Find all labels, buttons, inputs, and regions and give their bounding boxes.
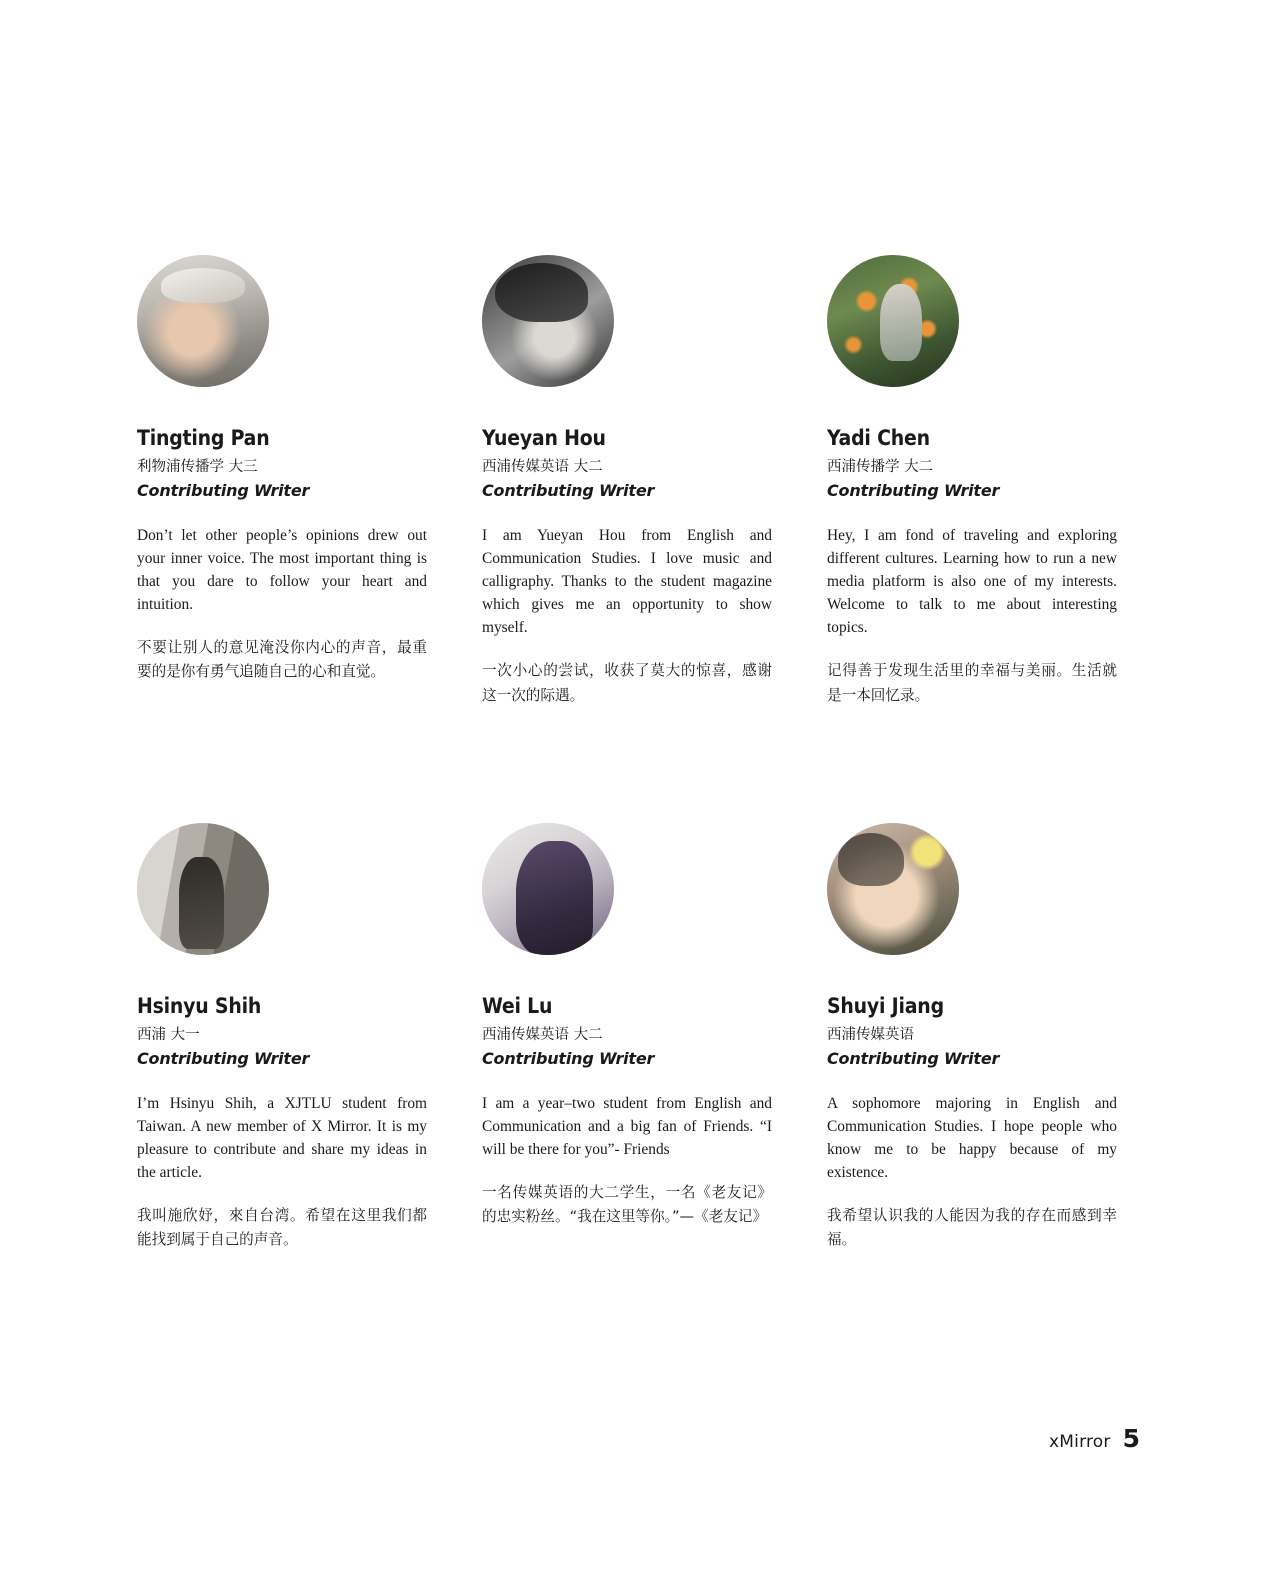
contributor-role: Contributing Writer [137, 1048, 310, 1068]
contributor-role: Contributing Writer [137, 480, 310, 500]
contributor-card [482, 823, 772, 1253]
avatar [482, 255, 614, 387]
avatar-photo [137, 255, 269, 387]
contributor-card [137, 255, 427, 708]
contributor-affiliation: 西浦传媒英语 [827, 1026, 914, 1043]
contributor-grid [137, 255, 1137, 1252]
contributor-affiliation: 西浦传播学 大二 [827, 459, 934, 476]
contributor-bio-cn: 我希望认识我的人能因为我的存在而感到幸福。 [827, 1207, 1117, 1249]
avatar-photo [482, 823, 614, 955]
contributor-bio-en: Don’t let other people’s opinions drew out your inner voice. The most important thing is that you dare to follow your heart and intuition. [137, 526, 427, 614]
column-gap [772, 823, 827, 1253]
contributor-card [827, 255, 1117, 708]
avatar [827, 255, 959, 387]
column-gap [772, 255, 827, 708]
contributor-name: Tingting Pan [137, 426, 270, 450]
avatar-photo [827, 255, 959, 387]
contributor-role: Contributing Writer [482, 480, 655, 500]
contributor-bio-cn: 不要让别人的意见淹没你内心的声音，最重要的是你有勇气追随自己的心和直觉。 [137, 639, 427, 681]
contributor-name: Shuyi Jiang [827, 993, 944, 1018]
column-gap [427, 255, 482, 708]
contributor-affiliation: 西浦传媒英语 大二 [482, 1026, 603, 1043]
contributor-bio-en: A sophomore majoring in English and Communication Studies. I hope people who know me to be happy because of my existence. [827, 1094, 1117, 1181]
avatar [827, 823, 959, 955]
contributor-name: Wei Lu [482, 993, 553, 1018]
contributor-bio-cn: 一次小心的尝试，收获了莫大的惊喜，感谢这一次的际遇。 [482, 662, 772, 704]
avatar [482, 823, 614, 955]
contributor-role: Contributing Writer [827, 480, 1000, 500]
contributor-bio-cn: 记得善于发现生活里的幸福与美丽。生活就是一本回忆录。 [827, 662, 1117, 704]
contributor-name: Yueyan Hou [482, 426, 606, 450]
contributor-card [137, 823, 427, 1253]
avatar-photo [482, 255, 614, 387]
contributor-bio-cn: 一名传媒英语的大二学生，一名《老友记》的忠实粉丝。“我在这里等你。”—《老友记》 [482, 1183, 772, 1225]
avatar [137, 823, 269, 955]
contributor-affiliation: 西浦传媒英语 大二 [482, 459, 603, 476]
row-gap [137, 708, 1117, 823]
contributor-role: Contributing Writer [827, 1048, 1000, 1068]
contributor-affiliation: 西浦 大一 [137, 1026, 200, 1043]
contributor-name: Hsinyu Shih [137, 993, 262, 1018]
column-gap [427, 823, 482, 1253]
contributor-bio-en: I’m Hsinyu Shih, a XJTLU student from Taiwan. A new member of X Mirror. It is my pleasure to contribute and share my ideas in the article. [137, 1094, 427, 1181]
contributor-bio-en: Hey, I am fond of traveling and exploring different cultures. Learning how to run a new media platform is also one of my interests. Welcome to talk to me about interesting topics. [827, 526, 1117, 637]
avatar-photo [137, 823, 269, 955]
contributor-bio-en: I am Yueyan Hou from English and Communication Studies. I love music and calligraphy. Thanks to the student magazine which gives me an opportunity to show myself. [482, 526, 772, 637]
contributor-card [827, 823, 1117, 1253]
page-footer [1049, 1424, 1140, 1453]
contributor-affiliation: 利物浦传播学 大三 [137, 459, 258, 476]
page-number: 5 [1122, 1424, 1140, 1453]
contributor-card [482, 255, 772, 708]
contributor-bio-en: I am a year–two student from English and Communication and a big fan of Friends. “I will be there for you”- Friends [482, 1094, 772, 1158]
contributor-bio-cn: 我叫施欣妤，來自台湾。希望在这里我们都能找到属于自己的声音。 [137, 1207, 427, 1249]
magazine-brand: xMirror [1049, 1432, 1111, 1452]
contributor-role: Contributing Writer [482, 1048, 655, 1068]
contributor-name: Yadi Chen [827, 426, 930, 450]
avatar [137, 255, 269, 387]
avatar-photo [827, 823, 959, 955]
